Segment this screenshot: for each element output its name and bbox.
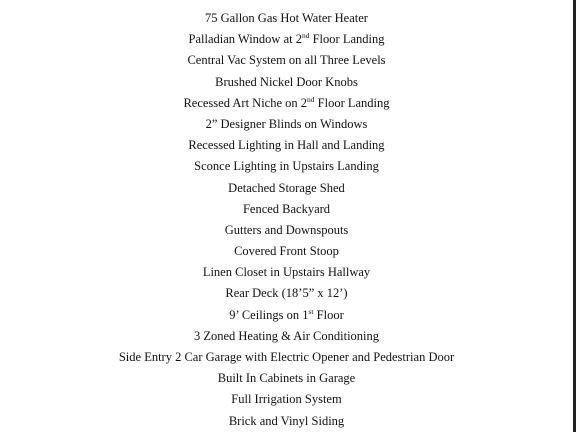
- feature-item: Brushed Nickel Door Knobs: [215, 74, 358, 89]
- feature-item: [0, 305, 573, 326]
- feature-text: Floor Landing: [314, 95, 390, 110]
- feature-item: 75 Gallon Gas Hot Water Heater: [205, 11, 368, 25]
- feature-item: Recessed Lighting in Hall and Landing: [188, 138, 385, 153]
- feature-item: Detached Storage Shed: [228, 180, 345, 195]
- feature-item: Linen Closet in Upstairs Hallway: [202, 265, 371, 280]
- feature-item: [0, 29, 573, 50]
- feature-item: Gutters and Downspouts: [224, 222, 349, 237]
- feature-item: Fenced Backyard: [242, 201, 331, 216]
- feature-item: Built In Cabinets in Garage: [217, 371, 356, 386]
- feature-text: Recessed Art Niche on 2: [183, 95, 308, 110]
- feature-text: Floor Landing: [309, 32, 385, 47]
- feature-item: Central Vac System on all Three Levels: [187, 53, 386, 68]
- feature-item: Sconce Lighting in Upstairs Landing: [194, 159, 379, 174]
- ordinal-suffix: nd: [301, 31, 310, 41]
- feature-item: [0, 93, 573, 114]
- ordinal-suffix: st: [308, 306, 314, 316]
- feature-item: Rear Deck (18’5” x 12’): [225, 286, 348, 301]
- feature-text: 9’ Ceilings on 1: [229, 307, 309, 322]
- feature-item: Covered Front Stoop: [234, 244, 339, 259]
- ordinal-suffix: nd: [307, 94, 315, 104]
- feature-item: 3 Zoned Heating & Air Conditioning: [193, 328, 380, 343]
- feature-text: Palladian Window at 2: [188, 32, 302, 47]
- feature-item: 2” Designer Blinds on Windows: [205, 116, 368, 131]
- feature-list: [0, 8, 573, 432]
- feature-item: Side Entry 2 Car Garage with Electric Opener and Pedestrian Door: [118, 350, 455, 364]
- feature-text: Floor: [313, 307, 344, 322]
- feature-item: Full Irrigation System: [231, 392, 342, 407]
- feature-item: Brick and Vinyl Siding: [228, 413, 345, 428]
